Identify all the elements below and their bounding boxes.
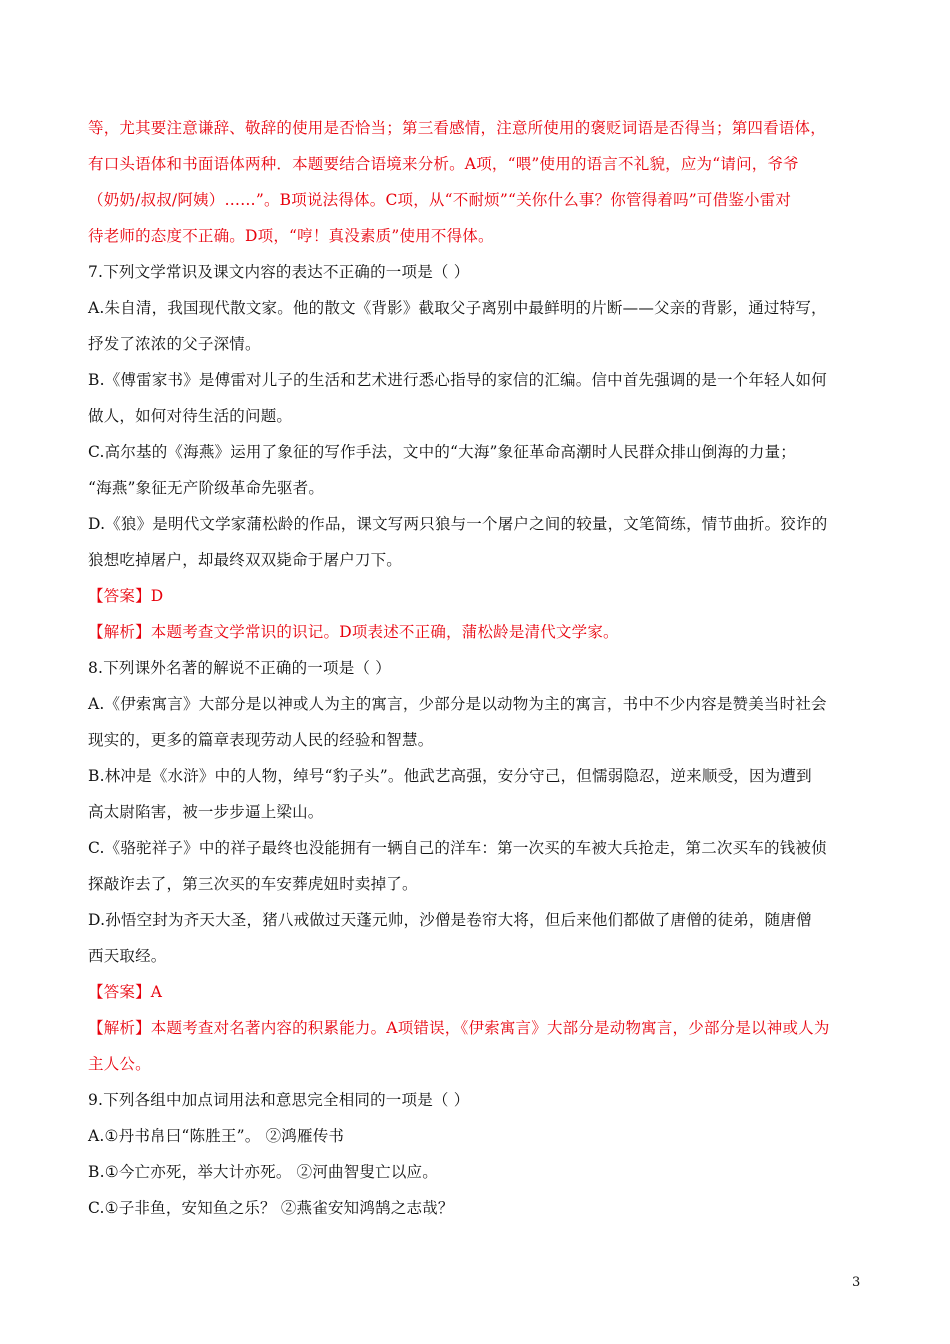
q8-option-d-cont: 西天取经。	[88, 947, 167, 965]
q7-option-c-cont: “海燕”象征无产阶级革命先驱者。	[88, 479, 325, 497]
q8-option-a-cont: 现实的，更多的篇章表现劳动人民的经验和智慧。	[88, 731, 434, 749]
q7-answer: 【答案】D	[88, 587, 164, 605]
q8-option-a: A.《伊索寓言》大部分是以神或人为主的寓言，少部分是以动物为主的寓言，书中不少内容是赞美当时社会	[88, 695, 827, 713]
q8-answer: 【答案】A	[88, 983, 163, 1001]
explanation-line-1: 等，尤其要注意谦辞、敬辞的使用是否恰当；第三看感情，注意所使用的褒贬词语是否得当；第四看语体，	[88, 119, 826, 137]
q8-option-b: B.林冲是《水浒》中的人物，绰号“豹子头”。他武艺高强，安分守己，但懦弱隐忍，逆来顺受，因为遭到	[88, 767, 812, 785]
q7-analysis: 【解析】本题考查文学常识的识记。D项表述不正确，蒲松龄是清代文学家。	[88, 623, 619, 641]
explanation-line-3: （奶奶/叔叔/阿姨）……”。B项说法得体。C项，从“不耐烦”“关你什么事？你管得着吗”可借鉴小雷对	[88, 191, 792, 209]
q7-option-c: C.高尔基的《海燕》运用了象征的写作手法，文中的“大海”象征革命高潮时人民群众排山倒海的力量；	[88, 443, 796, 461]
q9-option-b: B.①今亡亦死，举大计亦死。 ②河曲智叟亡以应。	[88, 1163, 438, 1181]
question-8: 8.下列课外名著的解说不正确的一项是（ ）	[88, 659, 391, 677]
q7-option-b: B.《傅雷家书》是傅雷对儿子的生活和艺术进行悉心指导的家信的汇编。信中首先强调的是一个年轻人如何	[88, 371, 827, 389]
q7-option-d: D.《狼》是明代文学家蒲松龄的作品，课文写两只狼与一个屠户之间的较量，文笔简练，情节曲折。狡诈的	[88, 515, 828, 533]
q7-option-a-cont: 抒发了浓浓的父子深情。	[88, 335, 261, 353]
q7-option-d-cont: 狼想吃掉屠户，却最终双双毙命于屠户刀下。	[88, 551, 403, 569]
q8-option-c: C.《骆驼祥子》中的祥子最终也没能拥有一辆自己的洋车：第一次买的车被大兵抢走，第二次买车的钱被侦	[88, 839, 827, 857]
explanation-line-2: 有口头语体和书面语体两种．本题要结合语境来分析。A项，“喂”使用的语言不礼貌，应为“请问，爷爷	[88, 155, 799, 173]
q8-analysis: 【解析】本题考查对名著内容的积累能力。A项错误，《伊索寓言》大部分是动物寓言，少部分是以神或人为	[88, 1019, 830, 1037]
q8-option-d: D.孙悟空封为齐天大圣，猪八戒做过天蓬元帅，沙僧是卷帘大将，但后来他们都做了唐僧的徒弟，随唐僧	[88, 911, 812, 929]
q9-option-a: A.①丹书帛曰“陈胜王”。 ②鸿雁传书	[88, 1127, 345, 1145]
q9-option-c: C.①子非鱼，安知鱼之乐？ ②燕雀安知鸿鹄之志哉？	[88, 1199, 454, 1217]
page-number: 3	[852, 1275, 861, 1290]
explanation-line-4: 待老师的态度不正确。D项，“哼！真没素质”使用不得体。	[88, 227, 494, 245]
question-7: 7.下列文学常识及课文内容的表达不正确的一项是（ ）	[88, 263, 470, 281]
q7-option-a: A.朱自清，我国现代散文家。他的散文《背影》截取父子离别中最鲜明的片断——父亲的背影，通过特写，	[88, 299, 827, 317]
q8-option-b-cont: 高太尉陷害，被一步步逼上梁山。	[88, 803, 324, 821]
q8-option-c-cont: 探敲诈去了，第三次买的车安葬虎妞时卖掉了。	[88, 875, 418, 893]
q7-option-b-cont: 做人，如何对待生活的问题。	[88, 407, 293, 425]
question-9: 9.下列各组中加点词用法和意思完全相同的一项是（ ）	[88, 1091, 470, 1109]
q8-analysis-cont: 主人公。	[88, 1055, 151, 1073]
